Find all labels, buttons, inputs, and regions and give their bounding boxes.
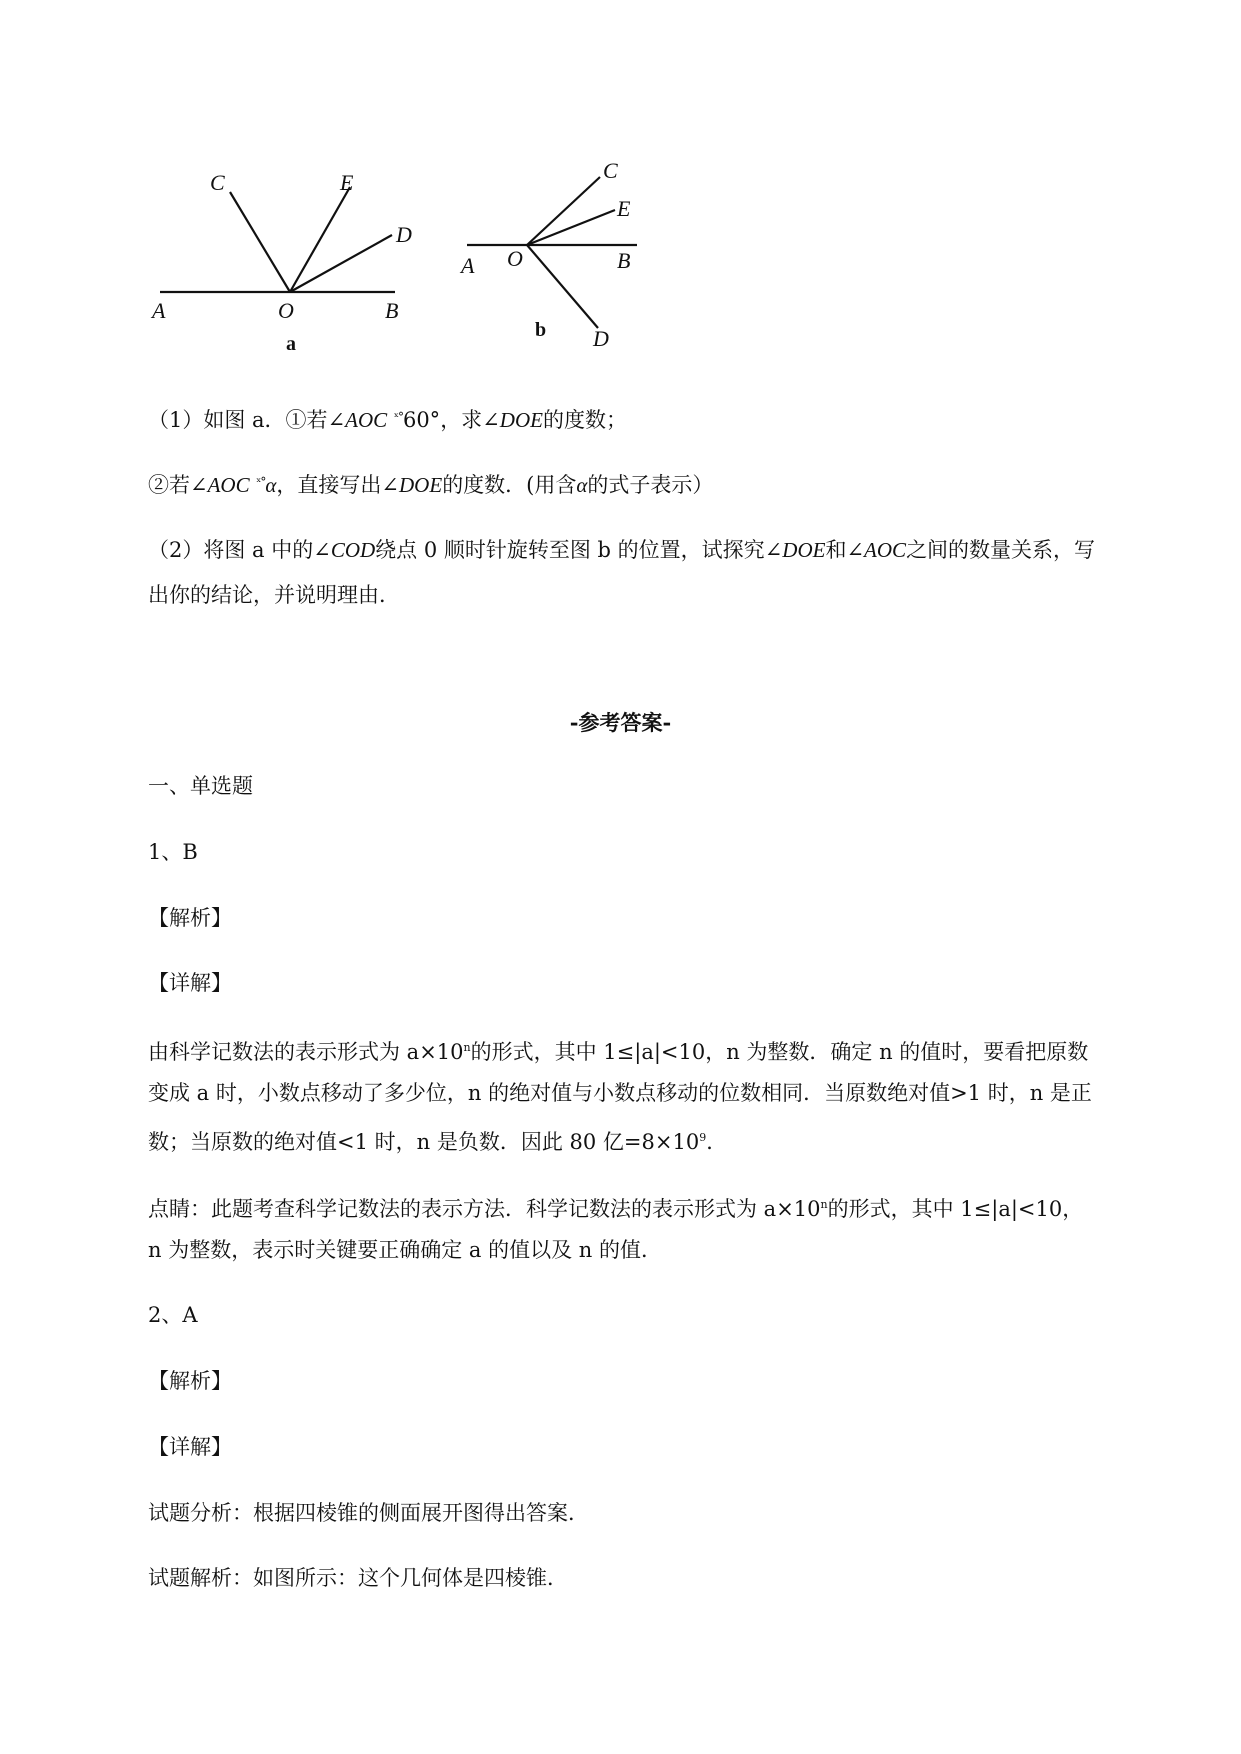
label-c: C	[603, 158, 618, 183]
analysis-heading-1: 【解析】	[148, 906, 232, 930]
text: 的形式，其中 1≤|a|<10，	[827, 1197, 1084, 1221]
answer-2-label: 2、A	[148, 1303, 198, 1327]
text: 的度数；	[542, 408, 627, 432]
text: 之间的数量关系，写	[906, 538, 1096, 562]
ray-oe	[527, 210, 615, 245]
answer-1-label: 1、B	[148, 840, 198, 864]
answer-1-note-line1	[148, 1190, 1168, 1224]
question-part1-2	[148, 467, 713, 500]
text: （2）将图 a 中的	[148, 538, 314, 562]
ray-od	[527, 245, 598, 328]
text: 的度数．(用含	[442, 473, 577, 497]
stray-mark: ˣ°	[256, 475, 266, 489]
alpha: α	[576, 473, 588, 497]
answer-2-solution: 试题解析：如图所示：这个几何体是四棱锥．	[148, 1566, 568, 1590]
answer-1-note-line2: n 为整数，表示时关键要正确确定 a 的值以及 n 的值．	[148, 1238, 662, 1262]
text: 由科学记数法的表示形式为 a×10	[148, 1040, 464, 1064]
question-part1	[148, 402, 627, 435]
detail-heading-2: 【详解】	[148, 1435, 232, 1459]
question-part2	[148, 535, 1168, 565]
figure-a-caption: a	[286, 333, 296, 355]
answer-2-analysis: 试题分析：根据四棱锥的侧面展开图得出答案．	[148, 1501, 589, 1525]
text: ，求	[440, 408, 483, 432]
answer-1-explanation-line2: 变成 a 时，小数点移动了多少位，n 的绝对值与小数点移动的位数相同．当原数绝对值>1 时，n 是正	[148, 1081, 1092, 1105]
label-a: A	[461, 253, 475, 278]
alpha: α	[265, 473, 277, 497]
figure-b-caption: b	[535, 319, 547, 341]
value-60: 60°	[402, 408, 441, 432]
label-d: D	[593, 326, 609, 351]
angle-aoc: ∠AOC	[190, 473, 250, 497]
ray-oc	[230, 192, 290, 292]
answer-1-explanation-line1	[148, 1033, 1168, 1067]
label-b: B	[385, 298, 399, 323]
text: 绕点 0 顺时针旋转至图 b 的位置，试探究	[375, 538, 765, 562]
label-e: E	[340, 170, 354, 195]
figure-b	[461, 158, 655, 355]
question-part2-line2: 出你的结论，并说明理由．	[148, 583, 400, 607]
detail-heading-1: 【详解】	[148, 971, 232, 995]
angle-doe: ∠DOE	[482, 408, 543, 432]
exponent: n	[820, 1198, 828, 1211]
angle-aoc: ∠AOC	[327, 408, 388, 432]
exponent: n	[463, 1041, 471, 1054]
label-o: O	[278, 298, 294, 323]
figure-a	[152, 160, 420, 360]
label-b: B	[617, 248, 631, 273]
angle-aoc: ∠AOC	[846, 538, 907, 562]
label-a: A	[152, 298, 166, 323]
text: 数；当原数的绝对值<1 时，n 是负数．因此 80 亿=8×10	[148, 1130, 700, 1154]
text: 的式子表示）	[587, 473, 714, 497]
angle-doe: ∠DOE	[764, 538, 826, 562]
text: 的形式，其中 1≤|a|<10，n 为整数．确定 n 的值时，要看把原数	[470, 1040, 1089, 1064]
label-d: D	[396, 222, 412, 247]
section-heading: 一、单选题	[148, 774, 253, 798]
text: ．	[706, 1130, 728, 1154]
text: （1）如图 a．①若	[148, 408, 328, 432]
angle-cod: ∠COD	[313, 538, 376, 562]
label-o: O	[507, 246, 523, 271]
stray-mark: ˣ°	[393, 410, 403, 424]
text: ，直接写出	[276, 473, 382, 497]
answers-title: -参考答案-	[569, 710, 672, 735]
exponent: 9	[699, 1131, 707, 1144]
text: 点睛：此题考查科学记数法的表示方法．科学记数法的表示形式为 a×10	[148, 1197, 821, 1221]
label-c: C	[210, 170, 225, 195]
analysis-heading-2: 【解析】	[148, 1369, 232, 1393]
text: ②若	[148, 473, 190, 497]
angle-doe: ∠DOE	[381, 473, 443, 497]
text: 和	[825, 538, 847, 562]
label-e: E	[617, 196, 631, 221]
ray-oc	[527, 177, 600, 245]
answer-1-explanation-line3	[148, 1123, 1168, 1157]
